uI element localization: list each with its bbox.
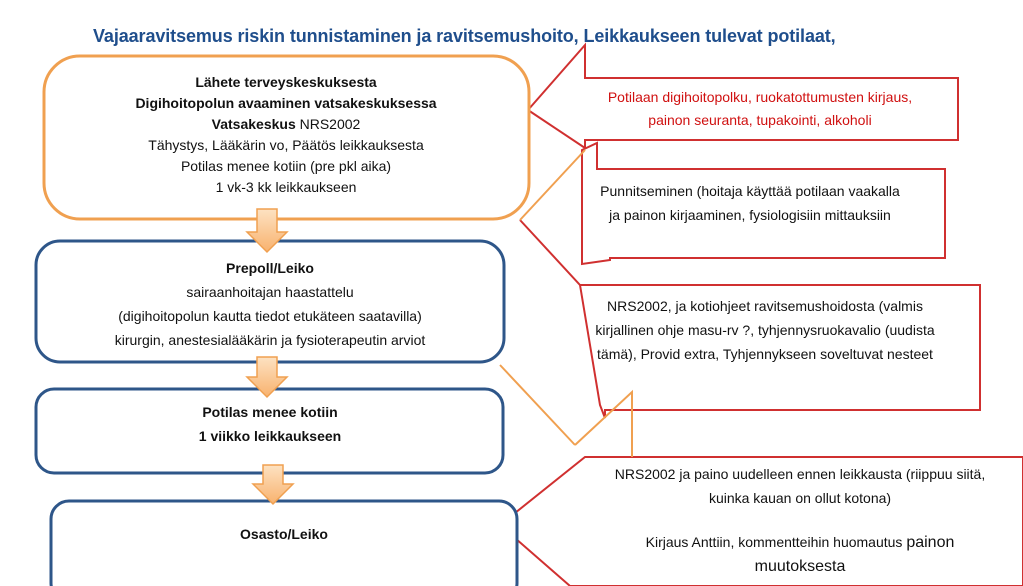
box-1-line-6: 1 vk-3 kk leikkaukseen <box>215 179 357 195</box>
callout-1-line-2: painon seuranta, tupakointi, alkoholi <box>648 112 872 128</box>
box-1-text <box>86 72 486 198</box>
box-3-line-1: Potilas menee kotiin <box>202 404 338 420</box>
callout-4-line-2: kuinka kauan on ollut kotona) <box>708 490 892 506</box>
callout-3-line-1: NRS2002, ja kotiohjeet ravitsemushoidosta (valmis <box>607 298 923 314</box>
box-2-line-3: (digihoitopolun kautta tiedot etukäteen saatavilla) <box>118 308 422 324</box>
page-title: Vajaaravitsemus riskin tunnistaminen ja ravitsemushoito, Leikkaukseen tulevat potilaat, <box>93 26 836 46</box>
box-2-text <box>70 256 470 352</box>
box-1-line-3-rest: NRS2002 <box>295 116 361 132</box>
box-2-line-4: kirurgin, anestesialääkärin ja fysioterapeutin arviot <box>114 332 426 348</box>
callout-4-line-1: NRS2002 ja paino uudelleen ennen leikkausta (riippuu siitä, <box>614 466 986 482</box>
box-2-line-2: sairaanhoitajan haastattelu <box>186 284 354 300</box>
box-1-line-3-bold: Vatsakeskus <box>211 116 296 132</box>
box-3-line-2: 1 viikko leikkaukseen <box>198 428 342 444</box>
callout-3-line-2: kirjallinen ohje masu-rv ?, tyhjennysruokavalio (uudista <box>595 322 935 338</box>
box-2-line-1: Prepoll/Leiko <box>226 260 314 276</box>
box-1-line-5: Potilas menee kotiin (pre pkl aika) <box>180 158 392 174</box>
callout-4-line-4: muutoksesta <box>754 558 846 575</box>
callout-3-line-3: tämä), Provid extra, Tyhjennykseen soveltuvat nesteet <box>597 346 933 362</box>
callout-4-line-3-b: painon <box>906 534 955 551</box>
callout-2-line-1: Punnitseminen (hoitaja käyttää potilaan vaakalla <box>600 183 900 199</box>
callout-4-line-3 <box>585 530 1015 555</box>
callout-2-text <box>560 179 940 227</box>
callout-4-line-3-a: Kirjaus Anttiin, kommentteihin huomautus <box>645 534 907 550</box>
callout-4-text <box>585 462 1015 579</box>
box-1-line-4: Tähystys, Lääkärin vo, Päätös leikkauksesta <box>148 137 424 153</box>
box-1-line-2: Digihoitopolun avaaminen vatsakeskuksessa <box>135 95 437 111</box>
callout-1-line-1: Potilaan digihoitopolku, ruokatottumusten kirjaus, <box>607 89 913 105</box>
callout-3-text <box>565 294 965 366</box>
callout-1-text <box>570 86 950 132</box>
box-3-text <box>70 400 470 448</box>
callout-2-line-2: ja painon kirjaaminen, fysiologisiin mittauksiin <box>609 207 891 223</box>
box-4-line-1: Osasto/Leiko <box>240 526 328 542</box>
box-1-line-1: Lähete terveyskeskuksesta <box>195 74 377 90</box>
box-4-text <box>84 524 484 545</box>
connector-line-1 <box>500 365 575 445</box>
box-1-line-3 <box>86 114 486 135</box>
